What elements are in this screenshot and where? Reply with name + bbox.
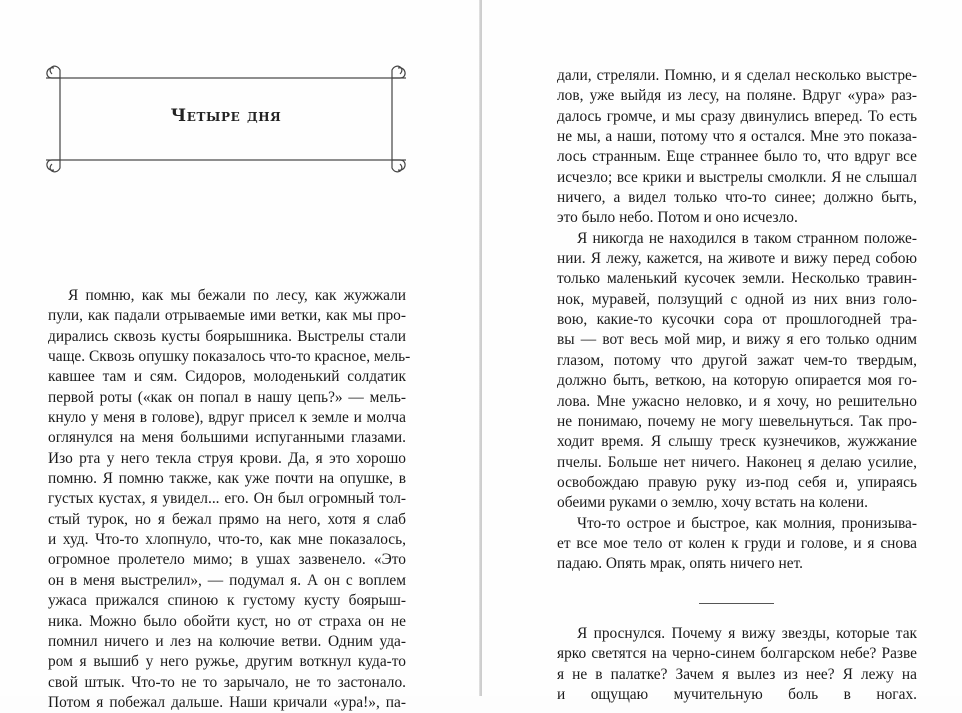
- text-line: далось громче, и мы сразу двинулись вперед. То есть: [557, 107, 917, 125]
- left-page: [0, 0, 481, 711]
- text-line: Я помню, как мы бежали по лесу, как жужжали: [68, 287, 406, 304]
- text-line: исчезло; все крики и выстрелы смолкли. Я не слышал: [557, 168, 917, 186]
- text-line: дирались сквозь кусты боярышника. Выстрелы стали: [48, 327, 406, 345]
- text-line: нии. Я лежу, кажется, на животе и вижу перед собою: [557, 250, 917, 268]
- text-line: я не в палатке? Зачем я вылез из нее? Я лежу на: [557, 665, 917, 683]
- text-line: не понимаю, почему не могу шевельнуться. Так про-: [557, 412, 917, 430]
- text-line: лова. Мне ужасно неловко, и я хочу, но решительно: [557, 392, 917, 410]
- text-line: Я никогда не находился в таком странном положе-: [577, 229, 917, 247]
- text-line: нок, муравей, ползущий с одной из них вниз голо-: [557, 290, 917, 308]
- text-line: ничего, а видел только что-то синее; должно быть,: [557, 189, 917, 207]
- text-line: Потом я побежал дальше. Наши кричали «ура!», па-: [48, 693, 406, 711]
- text-line: вою, какие-то кусочки сора от прошлогодней тра-: [557, 311, 917, 329]
- text-line: ужаса прижался спиною к густому кусту боярыш-: [48, 592, 406, 610]
- text-line: Что-то острое и быстрое, как молния, пронизыва-: [577, 514, 917, 532]
- text-line: ходит время. Я слышу треск кузнечиков, жужжание: [557, 433, 917, 451]
- text-line: помнил ничего и лез на колючие ветви. Одним уда-: [48, 632, 406, 650]
- text-line: лов, уже выйдя из лесу, на поляне. Вдруг «ура» раз-: [557, 87, 917, 105]
- chapter-title-frame: [44, 64, 408, 174]
- text-line: ром я вышиб у него ружье, другим воткнул куда-то: [48, 653, 406, 671]
- text-line: он в меня выстрелил», — подумал я. А он с воплем: [48, 571, 406, 589]
- text-line: ет все мое тело от колен к груди и голове, и я снова: [557, 534, 917, 552]
- text-line: лось странным. Еще страннее было то, что вдруг все: [557, 148, 917, 166]
- text-line: должно быть, веткою, на которую опирается моя го-: [557, 372, 917, 390]
- text-line: вы — вот весь мой мир, и вижу я его только одним: [557, 331, 917, 349]
- text-line: Я проснулся. Почему я вижу звезды, которые так: [577, 625, 917, 642]
- text-line: обеими руками о землю, хочу встать на колени.: [557, 494, 868, 512]
- text-line: и ощущаю мучительную боль в ногах.: [557, 686, 917, 704]
- text-line: Изо рта у него текла струя крови. Да, я это хорошо: [48, 449, 406, 467]
- text-line: свой штык. Что-то не то зарычало, не то застонало.: [48, 673, 406, 691]
- text-line: ярко светятся на черно-синем болгарском небе? Разве: [557, 645, 917, 663]
- text-line: густых кустах, я увидел... его. Он был огромный тол-: [48, 490, 406, 508]
- section-separator: [699, 603, 774, 604]
- text-line: дали, стреляли. Помню, и я сделал несколько выстре-: [557, 67, 917, 84]
- text-line: помню. Я помню также, как уже почти на опушке, в: [48, 470, 406, 488]
- text-line: стый турок, но я бежал прямо на него, хотя я слаб: [48, 510, 406, 528]
- left-page-body: [48, 286, 411, 713]
- right-page-body: [557, 66, 917, 575]
- text-line: огромное пролетело мимо; в ушах зазвенело. «Это: [48, 551, 406, 569]
- chapter-title: Четыре дня: [170, 106, 282, 126]
- text-line: кнуло у меня в голове), вдруг присел к земле и молча: [48, 409, 406, 427]
- text-line: ника. Можно было обойти куст, но от страха он не: [48, 612, 406, 630]
- text-line: первой роты («как он попал в нашу цепь?» — мель-: [48, 388, 406, 406]
- text-line: пчелы. Больше нет ничего. Наконец я делаю усилие,: [557, 453, 917, 471]
- text-line: глазом, потому что другой зажат чем-то твердым,: [557, 351, 917, 369]
- right-page-body-continued: [557, 624, 917, 705]
- text-line: только маленький кусочек земли. Несколько травин-: [557, 270, 917, 288]
- text-line: освобождаю правую руку из-под себя и, упираясь: [557, 473, 917, 491]
- text-line: и худ. Что-то хлопнуло, что-то, как мне показалось,: [48, 531, 406, 549]
- text-line: чаще. Сквозь опушку показалось что-то красное, мель-: [48, 348, 411, 366]
- text-line: пули, как падали отрываемые ими ветки, как мы про-: [48, 307, 406, 325]
- text-line: это было небо. Потом и оно исчезло.: [557, 209, 798, 227]
- text-line: оглянулся на меня большими испуганными глазами.: [48, 429, 406, 447]
- text-line: кавшее там и сям. Сидоров, молоденький солдатик: [48, 368, 406, 386]
- text-line: не мы, а наши, потому что я остался. Мне это показа-: [557, 128, 917, 146]
- text-line: падаю. Опять мрак, опять ничего нет.: [557, 555, 803, 573]
